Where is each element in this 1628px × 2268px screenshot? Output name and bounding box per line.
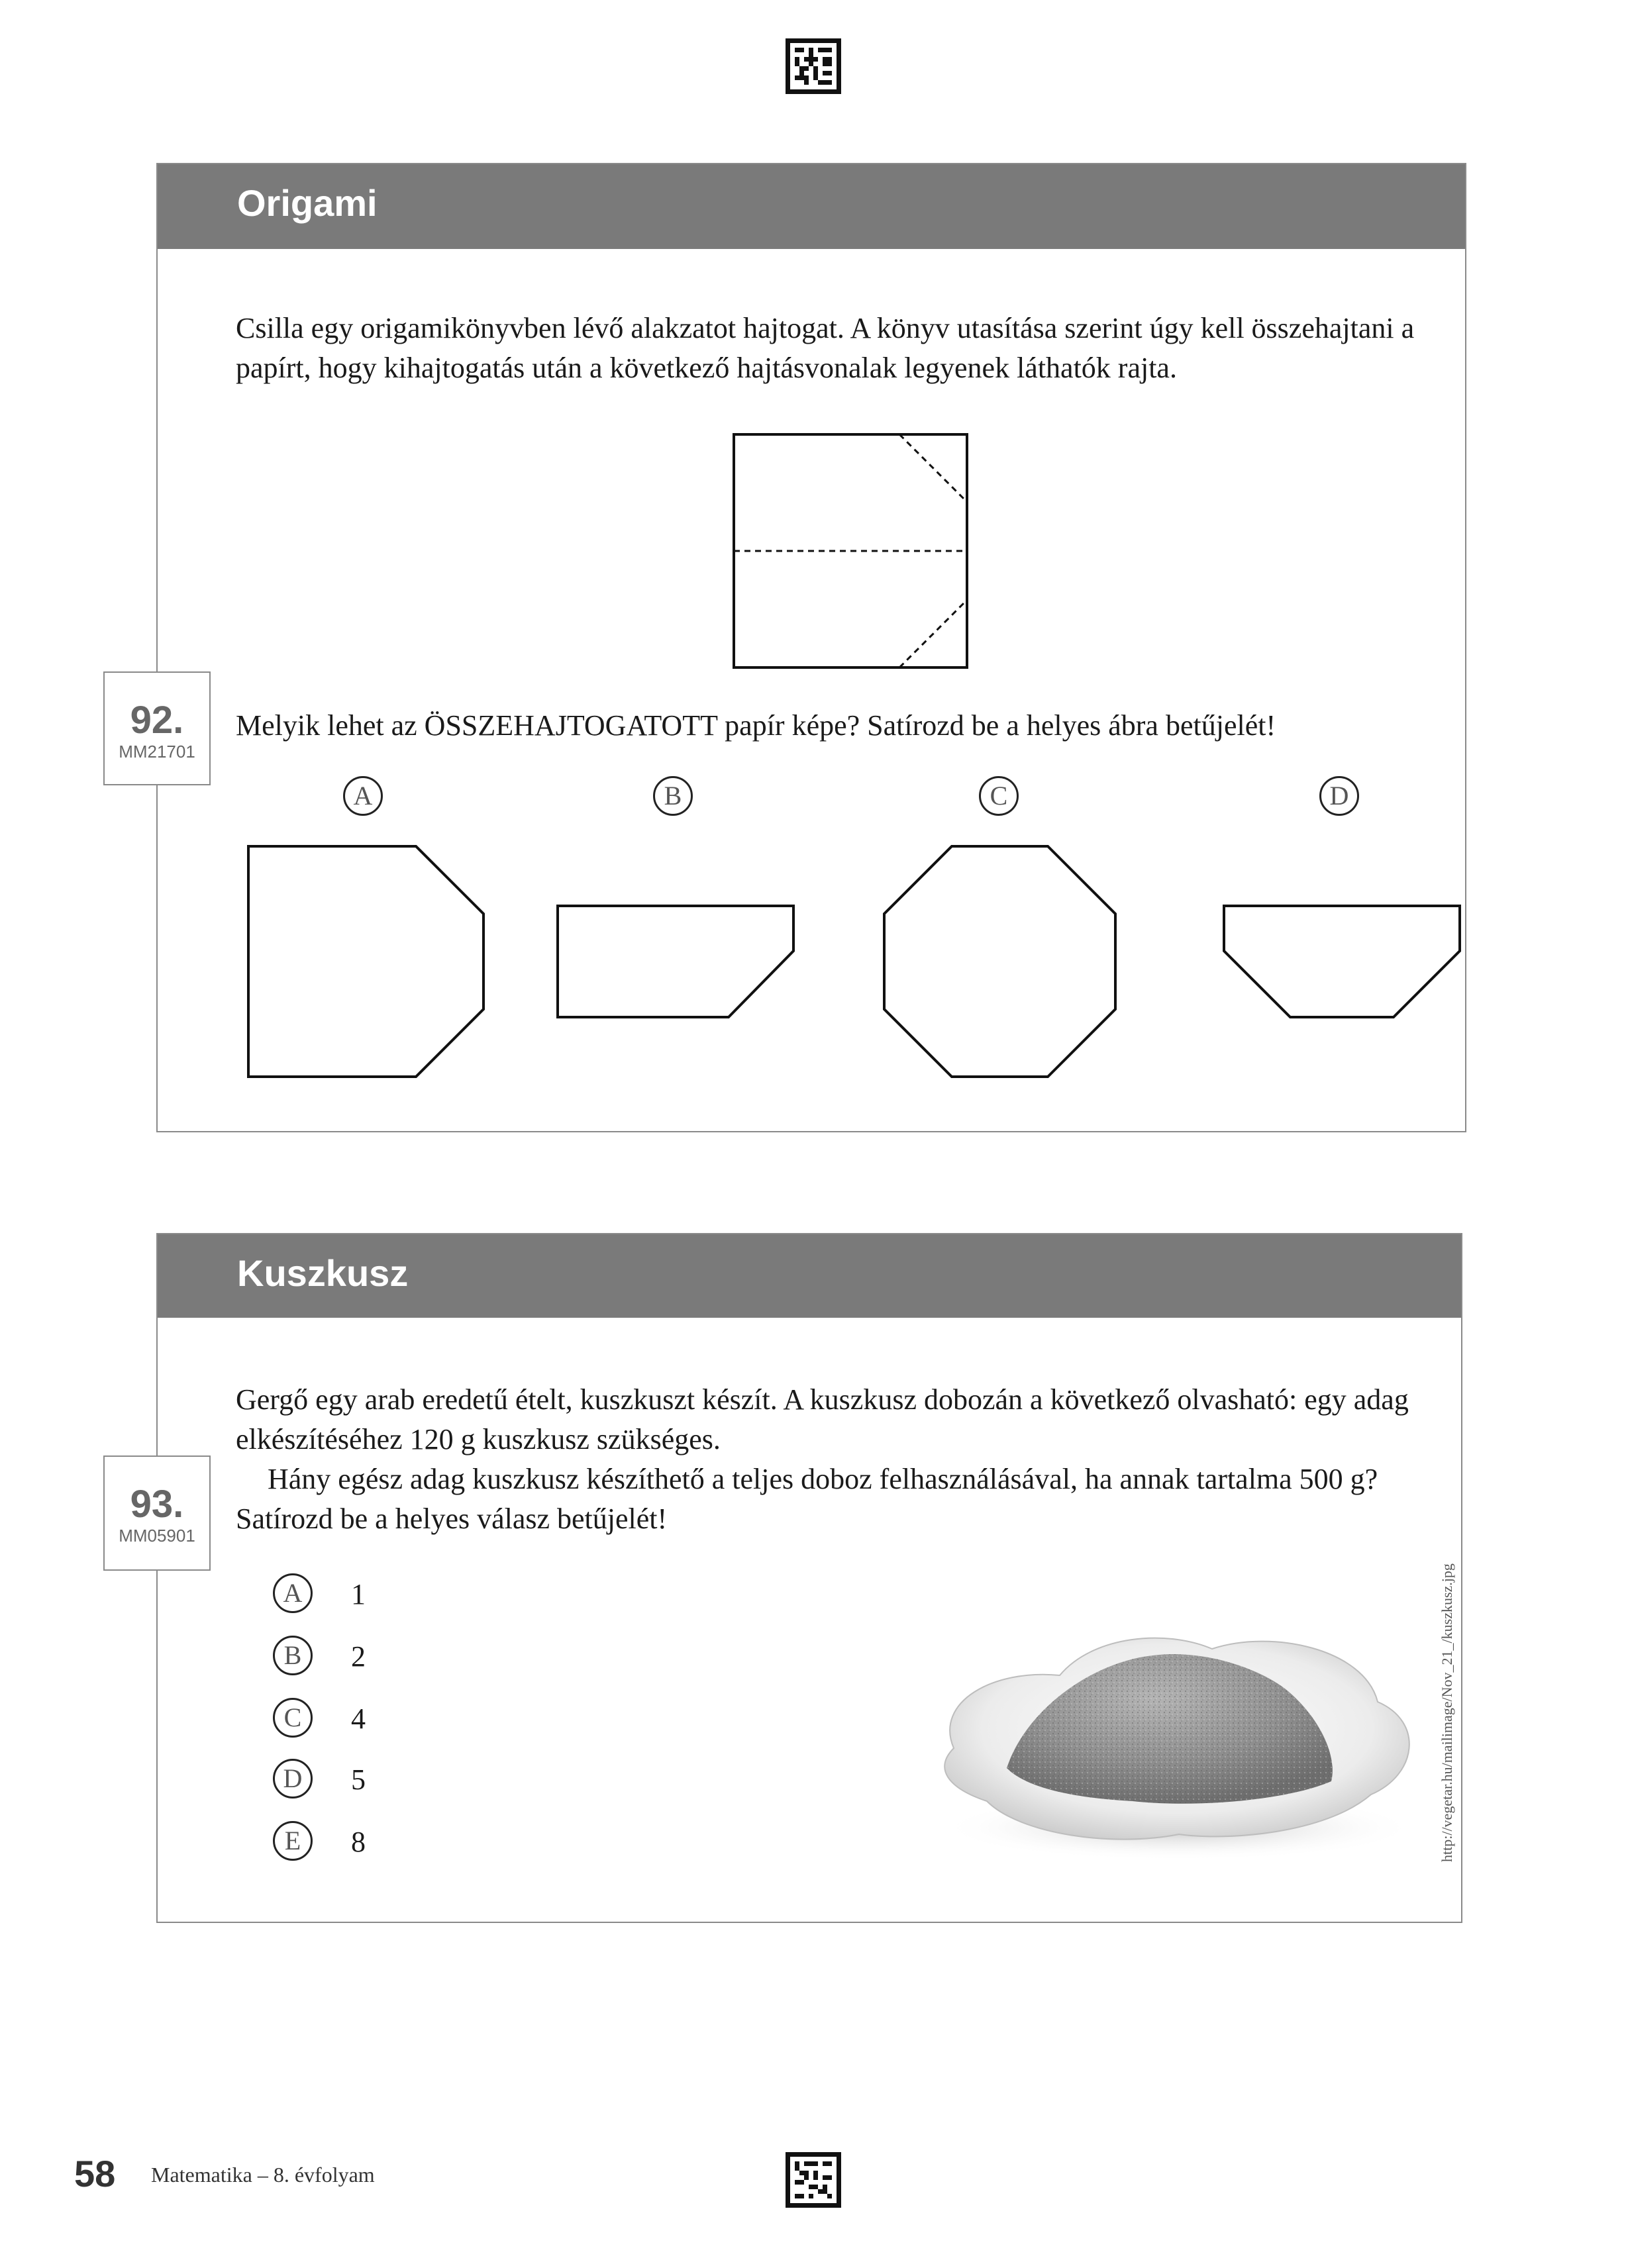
- couscous-photo: [914, 1589, 1431, 1867]
- qr-code-top: [786, 38, 841, 94]
- task-92-title-bar: [158, 164, 1465, 249]
- option-d-circle[interactable]: D: [1319, 776, 1359, 816]
- task-92-number: 92.: [130, 699, 184, 742]
- page-number: 58: [74, 2153, 116, 2194]
- option-b-circle[interactable]: B: [653, 776, 693, 816]
- image-credit: http://vegetar.hu/mailimage/Nov_21_/kuszkusz.jpg: [1439, 1563, 1455, 1862]
- option-a-shape[interactable]: [238, 836, 490, 1087]
- answer-e-value: 8: [351, 1826, 366, 1858]
- task-92-title: Origami: [237, 182, 378, 224]
- task-93-number: 93.: [130, 1483, 184, 1526]
- task-93-text-1: Gergő egy arab eredetű ételt, kuszkuszt készít. A kuszkusz dobozán a következő olvasható: egy adag elkészítéséhez 120 g kuszkusz szükséges.: [236, 1383, 1409, 1455]
- option-a-circle[interactable]: A: [343, 776, 383, 816]
- answer-c-circle[interactable]: C: [273, 1698, 313, 1738]
- footer-text: Matematika – 8. évfolyam: [151, 2163, 375, 2187]
- task-92-code: MM21701: [119, 742, 195, 762]
- answer-b-value: 2: [351, 1640, 366, 1673]
- option-c-circle[interactable]: C: [979, 776, 1019, 816]
- task-93-number-box: [103, 1455, 211, 1571]
- task-92-intro: [236, 309, 1428, 388]
- task-93-text: [236, 1380, 1428, 1539]
- task-92-question: [236, 706, 1454, 746]
- answer-e-circle[interactable]: E: [273, 1821, 313, 1861]
- answer-a-value: 1: [351, 1578, 366, 1610]
- option-d-shape[interactable]: [1216, 895, 1468, 1028]
- task-93-title-bar: [158, 1234, 1461, 1318]
- task-92-intro-text: Csilla egy origamikönyvben lévő alakzatot hajtogat. A könyv utasítása szerint úgy kell összehajtani a papírt, hogy kihajtogatás után a következő hajtásvonalak legyenek láthatók rajta.: [236, 312, 1415, 384]
- answer-a-circle[interactable]: A: [273, 1573, 313, 1613]
- option-c-shape[interactable]: [876, 836, 1127, 1087]
- task-93-code: MM05901: [119, 1526, 195, 1546]
- fold-lines-diagram: [729, 430, 974, 675]
- answer-b-circle[interactable]: B: [273, 1636, 313, 1675]
- task-92-number-box: [103, 671, 211, 785]
- task-93-text-2: Hány egész adag kuszkusz készíthető a teljes doboz felhasználásával, ha annak tartalma 500 g? Satírozd be a helyes válasz betűjelét!: [236, 1463, 1378, 1535]
- task-92-question-text: Melyik lehet az ÖSSZEHAJTOGATOTT papír képe? Satírozd be a helyes ábra betűjelét!: [236, 709, 1276, 742]
- answer-d-circle[interactable]: D: [273, 1759, 313, 1799]
- option-b-shape[interactable]: [550, 895, 801, 1028]
- task-93-title: Kuszkusz: [237, 1252, 409, 1294]
- answer-d-value: 5: [351, 1763, 366, 1796]
- qr-code-bottom: [786, 2152, 841, 2208]
- answer-c-value: 4: [351, 1702, 366, 1735]
